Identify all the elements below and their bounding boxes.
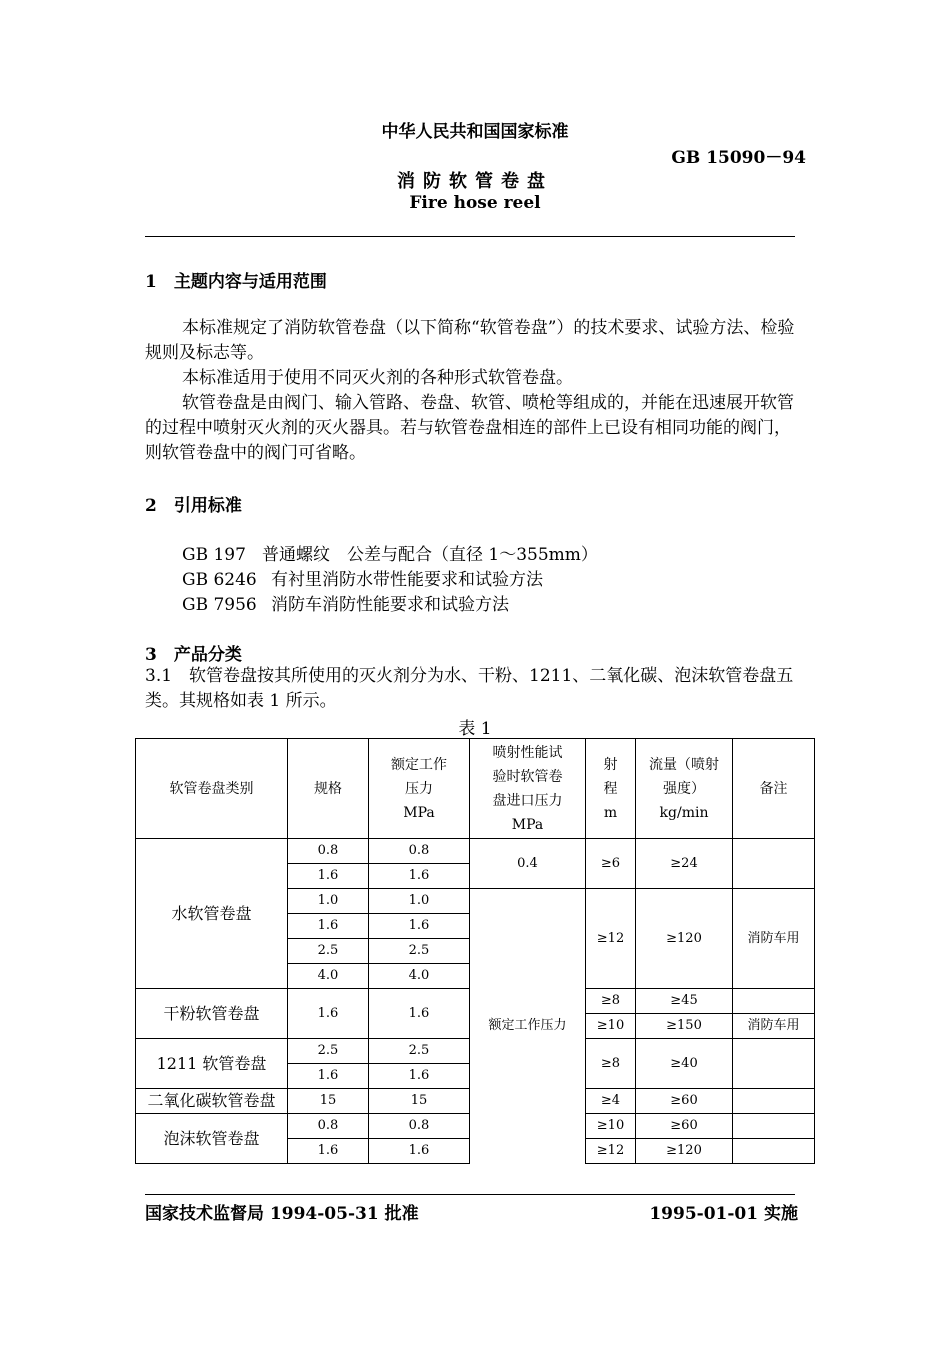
specification-table (135, 738, 815, 1164)
reference-code: GB 6246 (182, 570, 257, 590)
reference-item (182, 565, 543, 590)
category-powder: 干粉软管卷盘 (136, 989, 288, 1039)
header-category: 软管卷盘类别 (136, 739, 288, 839)
table-row: 干粉软管卷盘 1.6 1.6 ≥8 ≥45 (136, 989, 815, 1014)
section1-paragraph1: 本标准规定了消防软管卷盘（以下简称“软管卷盘”）的技术要求、试验方法、检验规则及标志等。 (145, 318, 795, 363)
title-chinese: 消防软管卷盘 (397, 171, 553, 192)
table-caption: 表 1 (458, 719, 492, 739)
table-row: 1.6 1.6 ≥12 ≥120 (136, 1139, 815, 1164)
header-spec: 规格 (288, 739, 369, 839)
table-row: 4.0 4.0 (136, 964, 815, 989)
section3-heading: 3 产品分类 (145, 645, 242, 665)
table-row: 1.6 1.6 (136, 864, 815, 889)
section1-heading: 1 主题内容与适用范围 (145, 272, 327, 292)
inlet-pressure-cell: 额定工作压力 (470, 889, 586, 1164)
title-english: Fire hose reel (409, 193, 541, 213)
category-water: 水软管卷盘 (136, 839, 288, 989)
table-row: 水软管卷盘 0.8 0.8 0.4 ≥6 ≥24 (136, 839, 815, 864)
reference-item (182, 540, 598, 565)
table-row: 1.0 1.0 额定工作压力 ≥12 ≥120 消防车用 (136, 889, 815, 914)
reference-item (182, 590, 509, 615)
table-header-row (136, 739, 815, 839)
reference-code: GB 197 (182, 545, 246, 565)
table-row: 二氧化碳软管卷盘 15 15 ≥4 ≥60 (136, 1089, 815, 1114)
reference-title: 消防车消防性能要求和试验方法 (271, 595, 509, 615)
table-row: 1211 软管卷盘 2.5 2.5 ≥8 ≥40 (136, 1039, 815, 1064)
table-row: 2.5 2.5 (136, 939, 815, 964)
header-range: 射 程 m (586, 739, 636, 839)
note-cell: 消防车用 (733, 1014, 815, 1039)
header-flow: 流量（喷射 强度） kg/min (636, 739, 733, 839)
reference-title: 有衬里消防水带性能要求和试验方法 (271, 570, 543, 590)
header-rule (145, 236, 795, 237)
category-foam: 泡沫软管卷盘 (136, 1114, 288, 1164)
table-row: 1.6 1.6 (136, 914, 815, 939)
approval-date: 国家技术监督局 1994-05-31 批准 (145, 1204, 419, 1224)
footer-rule (145, 1194, 795, 1195)
effective-date: 1995-01-01 实施 (649, 1204, 798, 1224)
section1-paragraph3: 软管卷盘是由阀门、输入管路、卷盘、软管、喷枪等组成的，并能在迅速展开软管的过程中喷射灭火剂的灭火器具。若与软管卷盘相连的部件上已设有相同功能的阀门，则软管卷盘中的阀门可省略。 (145, 393, 794, 463)
inlet-pressure-cell: 0.4 (470, 839, 586, 889)
header-note: 备注 (733, 739, 815, 839)
reference-code: GB 7956 (182, 595, 257, 615)
section3-paragraph: 3.1 软管卷盘按其所使用的灭火剂分为水、干粉、1211、二氧化碳、泡沫软管卷盘五类。其规格如表 1 所示。 (145, 666, 794, 711)
note-cell: 消防车用 (733, 889, 815, 989)
table-row: 泡沫软管卷盘 0.8 0.8 ≥10 ≥60 (136, 1114, 815, 1139)
reference-title: 普通螺纹 公差与配合（直径 1～355mm） (262, 545, 598, 565)
category-1211: 1211 软管卷盘 (136, 1039, 288, 1089)
table-row: ≥10 ≥150 消防车用 (136, 1014, 815, 1039)
table-row: 1.6 1.6 (136, 1064, 815, 1089)
header-pressure: 额定工作 压力 MPa (369, 739, 470, 839)
section1-paragraph2: 本标准适用于使用不同灭火剂的各种形式软管卷盘。 (182, 368, 573, 388)
header-inlet-pressure: 喷射性能试 验时软管卷 盘进口压力 MPa (470, 739, 586, 839)
category-co2: 二氧化碳软管卷盘 (136, 1089, 288, 1114)
standard-code: GB 15090－94 (671, 148, 806, 168)
section2-heading: 2 引用标准 (145, 496, 242, 516)
issuer-heading: 中华人民共和国国家标准 (381, 122, 569, 142)
